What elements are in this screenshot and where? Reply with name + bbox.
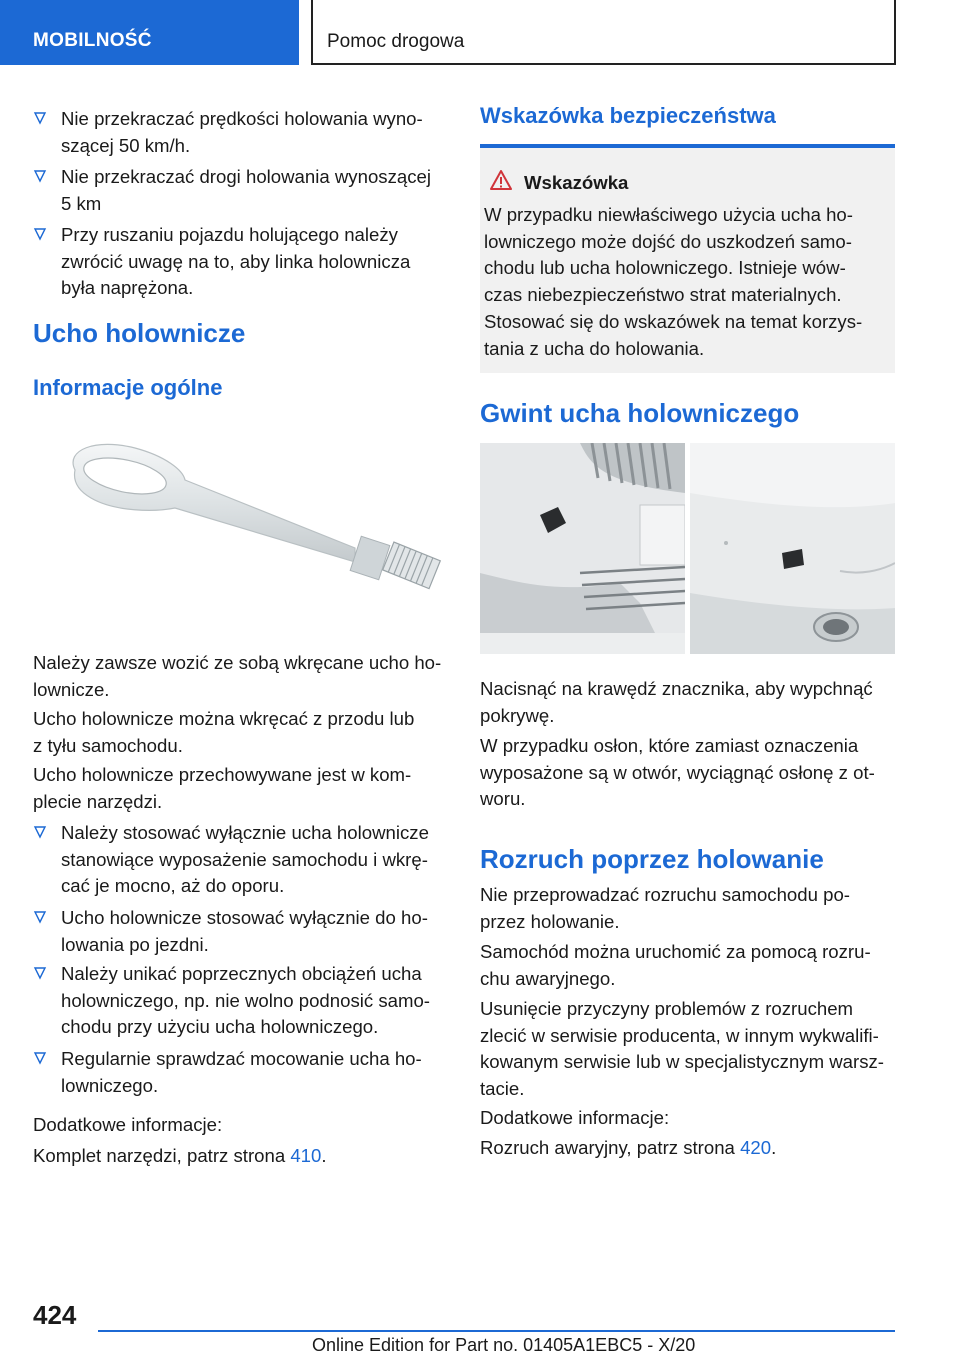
section-tab (0, 0, 299, 65)
warning-title: Wskazówka (524, 172, 629, 193)
paragraph-line: plecie narzędzi. (33, 790, 163, 812)
reference-line (480, 1135, 776, 1162)
paragraph-line: W przypadku osłon, które zamiast oznaczenia (480, 735, 859, 756)
paragraph-line: Ucho holownicze przechowywane jest w kom- (33, 764, 412, 785)
paragraph-line: przez holowanie. (480, 910, 620, 932)
bullet-line: Nie przekraczać prędkości holowania wyno- (61, 108, 423, 129)
bullet-line: szącej 50 km/h. (61, 134, 191, 156)
paragraph-line: lownicze. (33, 678, 110, 700)
tow-hook-image (55, 430, 445, 610)
bullet-line: cać je mocno, aż do oporu. (61, 875, 285, 896)
page-link-410[interactable]: 410 (290, 1145, 322, 1166)
paragraph (480, 676, 873, 729)
chapter-tab (311, 0, 896, 65)
bullet-line: Przy ruszaniu pojazdu holującego należy (61, 224, 398, 245)
footer-rule (98, 1330, 895, 1332)
triangle-bullet-icon (33, 1051, 47, 1065)
paragraph (33, 706, 414, 759)
paragraph (33, 650, 441, 703)
page-link-420[interactable]: 420 (740, 1137, 772, 1158)
reference-text: Komplet narzędzi, patrz strona (33, 1145, 291, 1166)
triangle-bullet-icon (33, 825, 47, 839)
reference-line (33, 1143, 327, 1170)
bullet-line: Regularnie sprawdzać mocowanie ucha ho- (61, 1048, 422, 1069)
page-number: 424 (33, 1300, 77, 1330)
paragraph-line: woru. (480, 788, 526, 809)
paragraph (480, 939, 871, 992)
warning-triangle-icon (489, 169, 513, 191)
warning-line: chodu lub ucha holowniczego. Istnieje wów- (484, 257, 846, 279)
paragraph-line: Należy zawsze wozić ze sobą wkręcane ucho ho- (33, 652, 442, 673)
heading-general-info: Informacje ogólne (33, 375, 223, 400)
heading-tow-start: Rozruch poprzez holowanie (480, 844, 824, 874)
triangle-bullet-icon (33, 227, 47, 241)
triangle-bullet-icon (33, 966, 47, 980)
bullet-line: była naprężona. (61, 277, 194, 298)
reference-dot: . (321, 1145, 327, 1166)
triangle-bullet-icon (33, 169, 47, 183)
section-title: MOBILNOŚĆ (33, 30, 152, 51)
bullet-line: Należy stosować wyłącznie ucha holownicze (61, 822, 429, 843)
bullet-line: Należy unikać poprzecznych obciążeń ucha (61, 963, 422, 984)
paragraph-line: kowanym serwisie lub w specjalistycznym warsz- (480, 1051, 884, 1072)
paragraph-line: pokrywę. (480, 704, 555, 726)
paragraph-line: Nie przeprowadzać rozruchu samochodu po- (480, 884, 850, 905)
paragraph (480, 996, 884, 1102)
edition-text: Online Edition for Part no. 01405A1EBC5 - X/20 (312, 1335, 696, 1355)
warning-line: czas niebezpieczeństwo strat materialnych. (484, 284, 842, 306)
reference-text: Rozruch awaryjny, patrz strona (480, 1137, 741, 1158)
paragraph-line: Ucho holownicze można wkręcać z przodu lub (33, 708, 415, 729)
triangle-bullet-icon (33, 111, 47, 125)
rear-bumper-photo (690, 443, 895, 654)
bullet-line: holowniczego, np. nie wolno podnosić samo- (61, 989, 430, 1011)
warning-line: lowniczego może dojść do uszkodzeń samo- (484, 230, 852, 252)
paragraph-line: chu awaryjnego. (480, 967, 616, 989)
bullet-line: Ucho holownicze stosować wyłącznie do ho- (61, 907, 428, 928)
front-bumper-photo (480, 443, 685, 654)
paragraph (33, 762, 411, 815)
bullet-line: stanowiące wyposażenie samochodu i wkrę- (61, 848, 428, 870)
paragraph-line: tacie. (480, 1077, 525, 1099)
chapter-title: Pomoc drogowa (327, 31, 465, 52)
paragraph (480, 882, 850, 935)
bullet-line: lowniczego. (61, 1074, 159, 1096)
paragraph-line: z tyłu samochodu. (33, 734, 183, 756)
additional-info-label: Dodatkowe informacje: (480, 1107, 670, 1128)
bullet-line: 5 km (61, 192, 102, 214)
bullet-line: Nie przekraczać drogi holowania wynoszącej (61, 166, 431, 187)
bullet-line: chodu przy użyciu ucha holowniczego. (61, 1016, 379, 1037)
additional-info-label: Dodatkowe informacje: (33, 1114, 223, 1135)
paragraph-line: Nacisnąć na krawędź znacznika, aby wypchnąć (480, 678, 873, 699)
heading-safety-note: Wskazówka bezpieczeństwa (480, 103, 776, 128)
bullet-line: zwrócić uwagę na to, aby linka holownicza (61, 250, 411, 272)
warning-line: Stosować się do wskazówek na temat korzys- (484, 310, 863, 332)
triangle-bullet-icon (33, 910, 47, 924)
bullet-line: lowania po jezdni. (61, 933, 209, 955)
heading-tow-hook: Ucho holownicze (33, 318, 246, 348)
paragraph-line: zlecić w serwisie producenta, w innym wykwalifi- (480, 1024, 879, 1046)
warning-text (484, 202, 862, 362)
paragraph-line: Usunięcie przyczyny problemów z rozruchem (480, 998, 854, 1019)
paragraph-line: Samochód można uruchomić za pomocą rozru- (480, 941, 871, 962)
warning-line: W przypadku niewłaściwego użycia ucha ho- (484, 204, 853, 225)
warning-line: tania z ucha do holowania. (484, 337, 705, 359)
heading-thread: Gwint ucha holowniczego (480, 398, 800, 428)
paragraph (480, 733, 875, 813)
paragraph-line: wyposażone są w otwór, wyciągnąć osłonę z ot- (480, 761, 875, 783)
reference-dot: . (771, 1137, 777, 1158)
